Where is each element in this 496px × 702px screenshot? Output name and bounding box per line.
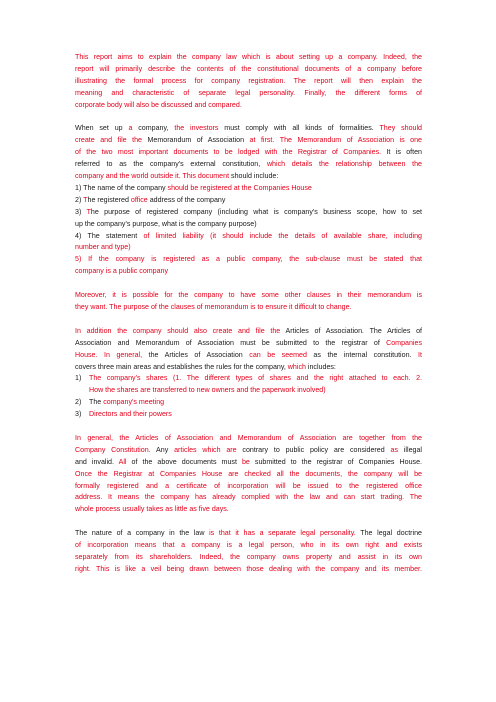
text-run: he purpose of registered company (including what is company's business scope, how to set bbox=[90, 207, 422, 216]
text-run: Any bbox=[156, 445, 175, 454]
text-line: Once the Registrar at Companies House are checked all the documents, the company will be bbox=[75, 469, 422, 478]
articles-paragraph bbox=[75, 326, 422, 421]
text-line: corporate body will also be discussed and compared. bbox=[75, 100, 242, 109]
text-run: illegal bbox=[398, 445, 422, 454]
list-number: 1) bbox=[75, 374, 82, 383]
text-run: All bbox=[118, 457, 127, 466]
text-line bbox=[75, 159, 422, 171]
text-line: whole process usually takes as little as five days. bbox=[75, 505, 229, 514]
text-run: The bbox=[89, 398, 104, 407]
text-run: create and file the bbox=[75, 136, 142, 145]
list-item bbox=[75, 183, 422, 195]
text-line bbox=[75, 171, 422, 183]
text-line: right. This is like a veil being drawn between those dealing with the company and its member. bbox=[75, 564, 422, 573]
text-run: he registered bbox=[87, 195, 131, 204]
text-run: Association and Memorandum of Association must be submitted to the registrar of bbox=[75, 338, 387, 347]
memorandum-paragraph bbox=[75, 123, 422, 278]
list-item bbox=[75, 231, 422, 243]
text-run: the investors bbox=[174, 124, 219, 133]
text-run: 1) The name of the company bbox=[75, 183, 168, 192]
text-line: This report aims to explain the company law which is about setting up a company. Indeed, the bbox=[75, 53, 422, 61]
text-run: of limited liability (it should include the details of available share, including bbox=[143, 231, 422, 240]
list-item bbox=[75, 195, 422, 207]
text-run: House. In general, bbox=[75, 350, 149, 359]
list-item bbox=[75, 207, 422, 219]
text-line: Moreover, it is possible for the company to have some other clauses in their memorandum is bbox=[75, 291, 422, 300]
text-line bbox=[75, 445, 422, 457]
text-line bbox=[75, 123, 422, 135]
list-item: 5) If the company is registered as a public company, the sub-clause must be stated that bbox=[75, 255, 422, 264]
text-run: of the two most important documents to be lodged with the Registrar of Companies. bbox=[75, 148, 387, 157]
list-item bbox=[75, 397, 422, 409]
text-run: the Articles of Association bbox=[148, 350, 250, 359]
list-number: 3) bbox=[75, 410, 82, 419]
text-run: which bbox=[287, 362, 306, 371]
text-run: When set up bbox=[75, 124, 129, 133]
text-run: as bbox=[390, 445, 399, 454]
text-run: The legal doctrine bbox=[355, 529, 422, 538]
text-run: company's meeting bbox=[103, 398, 165, 407]
text-run: should include: bbox=[229, 172, 279, 181]
list-item-continuation: up the company's purpose, what is the company purpose) bbox=[75, 219, 257, 228]
text-run: submitted to the registrar of Companies House. bbox=[249, 457, 422, 466]
text-run: The nature of a company in the law bbox=[75, 529, 210, 538]
text-run: and invalid. bbox=[75, 457, 119, 466]
moreover-paragraph bbox=[75, 290, 422, 314]
text-line: How the shares are transferred to new owners and the paperwork involved) bbox=[89, 386, 326, 395]
text-run: office bbox=[130, 195, 148, 204]
text-line bbox=[75, 135, 422, 147]
text-line: report will primarily describe the contents of the constitutional documents of a company before bbox=[75, 64, 422, 73]
text-run: includes: bbox=[305, 362, 336, 371]
text-line bbox=[75, 147, 422, 159]
text-run: Articles of Association. The Articles of bbox=[285, 326, 422, 335]
intro-paragraph bbox=[75, 52, 422, 112]
text-run: as the internal constitution. bbox=[306, 350, 419, 359]
text-run: covers three main areas and establishes the rules for the company, bbox=[75, 362, 288, 371]
text-run: T bbox=[83, 195, 88, 204]
text-run: Company Constitution. bbox=[75, 445, 157, 454]
text-line: formally registered and a certificate of incorporation will be issued to the registered office bbox=[75, 481, 422, 490]
text-line bbox=[75, 457, 422, 469]
text-line: of incorporation means that a company is a legal person, who in its own right and exists bbox=[75, 541, 422, 550]
text-run: Memorandum of Association bbox=[141, 136, 250, 145]
text-run: It bbox=[418, 350, 422, 359]
text-run: They should bbox=[379, 124, 422, 133]
legal-personality-paragraph bbox=[75, 528, 422, 576]
text-run: is that it has a separate legal personality. bbox=[209, 529, 356, 538]
text-line: Directors and their powers bbox=[89, 410, 172, 419]
text-run: contrary to public policy are considered bbox=[236, 445, 391, 454]
text-run: 2) bbox=[75, 195, 84, 204]
text-line: meaning and characteristic of separate legal personality. Finally, the different forms of bbox=[75, 88, 422, 97]
text-run: which details the relationship between the bbox=[266, 160, 422, 169]
text-run: It is often bbox=[386, 148, 422, 157]
text-run: company and the world outside it. This document bbox=[75, 172, 230, 181]
text-run: articles which are bbox=[174, 445, 237, 454]
text-run: should be registered at the Companies House bbox=[167, 183, 312, 192]
text-run: must comply with all kinds of formalities. bbox=[218, 124, 380, 133]
text-line bbox=[75, 326, 422, 338]
text-run: T bbox=[86, 207, 91, 216]
text-line bbox=[75, 338, 422, 350]
text-run: 3) bbox=[75, 207, 87, 216]
list-item-continuation: number and type) bbox=[75, 243, 131, 252]
text-line bbox=[75, 528, 422, 540]
constitution-paragraph bbox=[75, 433, 422, 516]
text-run: Companies bbox=[386, 338, 422, 347]
text-run: of the above documents must bbox=[126, 457, 242, 466]
text-run: at first. The Memorandum of Association is one bbox=[249, 136, 422, 145]
document-page bbox=[75, 52, 422, 588]
text-line bbox=[89, 397, 422, 409]
text-run: can be seemed bbox=[249, 350, 307, 359]
text-run: address of the company bbox=[147, 195, 226, 204]
text-line: address. It means the company has already complied with the law and can start trading. The bbox=[75, 493, 422, 502]
text-line: In general, the Articles of Association and Memorandum of Association are together from the bbox=[75, 433, 422, 442]
text-run: referred to as the company's external constitution, bbox=[75, 160, 267, 169]
list-item bbox=[75, 373, 422, 397]
text-run: In addition the company should also create and file the bbox=[75, 326, 286, 335]
text-line: separately from its shareholders. Indeed, the company owns property and assist in its own bbox=[75, 552, 422, 561]
text-run: company, bbox=[132, 124, 175, 133]
text-line: The company's shares (1. The different types of shares and the right attached to each. 2. bbox=[89, 374, 422, 383]
text-line: they want. The purpose of the clauses of memorandum is to ensure it difficult to change. bbox=[75, 303, 352, 311]
list-item bbox=[75, 409, 422, 421]
text-line bbox=[75, 350, 422, 362]
text-run: 4) The statement bbox=[75, 231, 144, 240]
list-item-continuation: company is a public company bbox=[75, 267, 169, 276]
list-number: 2) bbox=[75, 398, 82, 407]
text-line bbox=[75, 362, 422, 374]
text-line: illustrating the formal process for company registration. The report will then explain the bbox=[75, 76, 422, 85]
text-run: a bbox=[128, 124, 133, 133]
text-run: be bbox=[241, 457, 250, 466]
